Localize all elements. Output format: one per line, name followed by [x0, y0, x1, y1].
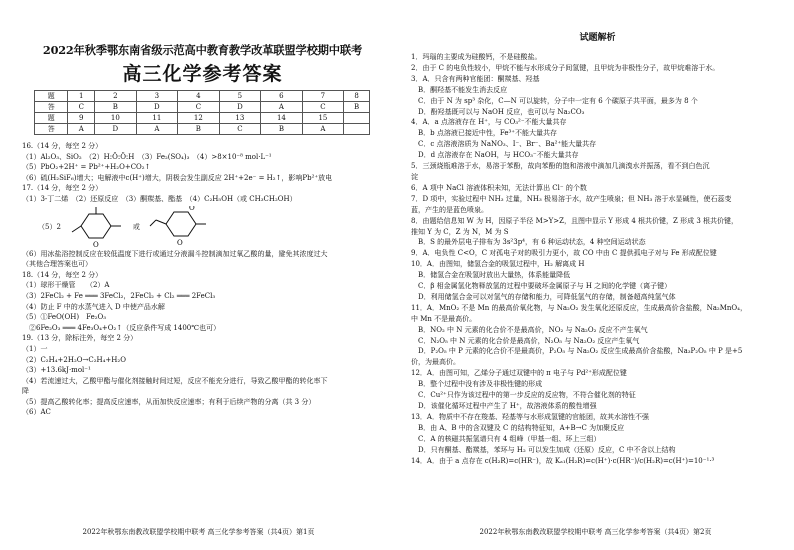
- answer-line: （6）用冰盐浴控制反应在较低温度下进行或通过分液漏斗控制滴加过氧乙酸的量，避免其浓度过大: [22, 249, 328, 258]
- answer-table-cell: C: [178, 102, 220, 113]
- analysis-line: 淀: [411, 172, 418, 181]
- answer-table-row: [35, 91, 370, 102]
- analysis-line: B．储氢合金在吸氢时放出大量热，体系能量降低: [411, 271, 571, 280]
- analysis-line: 7．D 项中，实验过程中 NH₃ 过量，NH₃ 极易溶于水，故产生喷泉；但 NH₃ 溶于水显碱性，使石蕊变: [411, 194, 732, 203]
- answer-line: （6）AC: [22, 408, 51, 417]
- answer-table-row: [35, 113, 370, 124]
- answer-line: （4）若流速过大，乙酸甲酯与催化剂接触时间过短，反应不能充分进行，导致乙酸甲酯的转化率下: [22, 376, 328, 385]
- answer-table-cell: [344, 124, 370, 135]
- answer-table-cell: D: [219, 102, 261, 113]
- analysis-line: 4．A．a 点溶液存在 H⁺，与 CO₃²⁻不能大量共存: [411, 118, 567, 127]
- answer-table-cell: 13: [219, 113, 261, 124]
- answer-table-cell: 5: [219, 91, 261, 102]
- answer-table-cell: 答: [35, 124, 68, 135]
- answer-line: 16.（14 分，每空 2 分）: [22, 142, 103, 150]
- analysis-line: B．b 点溶液已接近中性，Fe³⁺不能大量共存: [411, 129, 557, 138]
- analysis-line: D．d 点溶液存在 NaOH，与 HCO₃⁻不能大量共存: [411, 151, 579, 160]
- answer-table-cell: C: [68, 102, 95, 113]
- analysis-line: C．c 点溶液溶质为 NaNO₃、I⁻、Br⁻、Ba²⁺能大量共存: [411, 140, 597, 149]
- analysis-line: 6．A 项中 NaCl 溶液体积未知，无法计算出 Cl⁻ 的个数: [411, 183, 587, 192]
- section-16-17: [22, 141, 383, 205]
- answer-table-cell: 1: [68, 91, 95, 102]
- analysis-line: 中 Mn 不是最高价。: [411, 314, 477, 323]
- analysis-line: C．N₂O₅ 中 N 元素的化合价是最高价，N₂O₅ 与 Na₂O₂ 反应产生氧气: [411, 336, 640, 345]
- answer-table-cell: 答: [35, 102, 68, 113]
- answer-table-cell: 15: [302, 113, 344, 124]
- answer-table-cell: 题: [35, 91, 68, 102]
- structure-or: 或: [132, 222, 140, 231]
- analysis-line: 5．三颈烧瓶难溶于水，易溶于苯酚，故向苯酚的饱和溶液中滴加几滴溴水并振荡，看不到白色沉: [411, 162, 710, 171]
- answer-line: （1）Al₂O₃、SiO₂ （2）H:Ö:Ö:H （3）Fe₂(SO₄)₃ （4）>8×10⁻⁸ mol·L⁻¹: [22, 152, 272, 161]
- analysis-line: B．酮羟基不能发生消去反应: [411, 85, 508, 94]
- structure-prefix: （5）2: [38, 222, 61, 231]
- answer-table-cell: B: [344, 102, 370, 113]
- answer-line: （5）①FeO(OH) Fe₂O₃: [22, 313, 107, 322]
- svg-text:O: O: [176, 238, 183, 247]
- analysis-line: 3．A．只含有两种官能团：酮羰基、羟基: [411, 74, 540, 83]
- answer-line: （6）硫(H₂SiF₆)增大；电解液中c(H⁺)增大，阴极会发生副反应 2H⁺+2e⁻ = H₂↑，影响Pb²⁺放电: [22, 173, 333, 182]
- analysis-line: B．NO₂ 中 N 元素的化合价不是最高价，NO₂ 与 Na₂O₂ 反应不产生氧气: [411, 325, 648, 334]
- answer-line: （5）PbO₂+2H⁺ = Pb²⁺+H₂O+CO₂↑: [22, 163, 151, 172]
- answer-table-cell: 11: [136, 113, 178, 124]
- analysis-list: [411, 52, 784, 466]
- analysis-line: 10．A．由图知，储氢合金的吸氢过程中，H₂ 解离成 H: [411, 260, 585, 269]
- answer-key-heading: 高三化学参考答案: [122, 63, 283, 85]
- answer-table-cell: C: [219, 124, 261, 135]
- answer-line: （其他合理答案也可）: [22, 260, 92, 269]
- answer-line: （1）球形干燥管 （2）A: [22, 281, 110, 290]
- analysis-line: D．该催化循环过程中产生了 H⁺，故溶液体系的酸性增强: [411, 402, 597, 410]
- answer-table-cell: B: [178, 124, 220, 135]
- analysis-line: 9．A．电负性 C<O，C 对孤电子对的吸引力更小，故 CO 中由 C 提供孤电子对与 Fe 形成配位键: [411, 249, 717, 258]
- answer-table: [34, 90, 370, 135]
- answer-table-cell: 2: [95, 91, 137, 102]
- analysis-line: D．利用储氢合金可以对氢气的存储和能力，可降低氢气的存储，制备超高纯氢气体: [411, 292, 676, 301]
- section-17-19: [22, 249, 383, 419]
- analysis-line: D．酚羟基既可以与 NaOH 反应，也可以与 Na₂CO₃: [411, 107, 585, 116]
- answer-table-cell: A: [136, 124, 178, 135]
- answer-table-cell: B: [95, 102, 137, 113]
- answer-table-cell: D: [136, 102, 178, 113]
- answer-line: （1）一: [22, 344, 48, 353]
- analysis-line: 11．A．MnO₂ 不是 Mn 的最高价氧化物，与 Na₂O₂ 发生氧化还原反应，生成最高价含盐酸，Na₂MnO₄，: [411, 303, 747, 312]
- answer-table-cell: A: [302, 124, 344, 135]
- answer-table-cell: 7: [302, 91, 344, 102]
- answer-table-cell: 14: [261, 113, 303, 124]
- answer-table-row: [35, 124, 370, 135]
- analysis-heading: 试题解析: [579, 33, 616, 43]
- analysis-line: D．只有酮基、酯羰基，苯环与 H₂ 可以发生加成（还原）反应，C 中不含以上结构: [411, 445, 676, 454]
- answer-table-cell: 题: [35, 113, 68, 124]
- answer-line: 18.（14 分，每空 2 分）: [22, 270, 103, 279]
- structure-answer: [32, 205, 383, 249]
- analysis-line: B．S 的最外层电子排布为 3s²3p⁴，有 6 种运动状态，4 种空间运动状态: [411, 238, 646, 247]
- analysis-page-2: [397, 0, 794, 550]
- answer-line: 19.（13 分，除标注外，每空 2 分）: [22, 334, 138, 343]
- footer-page-2: 2022年秋鄂东南教改联盟学校期中联考 高三化学参考答案（共4页）第2页: [479, 528, 712, 536]
- answer-table-row: [35, 102, 370, 113]
- analysis-line: 1．玛瑙的主要成为硅酸钙，不是硅酸盐。: [411, 53, 542, 61]
- analysis-line: 8．由题给信息知 W 为 H，因原子半径 M>Y>Z，且图中显示 Y 形成 4 根共价键，Z 形成 3 根共价键，: [411, 216, 739, 225]
- footer-page-1: 2022年秋鄂东南教改联盟学校期中联考 高三化学参考答案（共4页）第1页: [82, 528, 315, 536]
- answer-table-cell: 4: [178, 91, 220, 102]
- answer-table-cell: 8: [344, 91, 370, 102]
- answer-line: （2）C₂H₄+2H₂O→C₂H₄+H₂O: [22, 355, 126, 364]
- answer-line: （4）防止 F 中的水蒸气进入 D 中使产品水解: [22, 302, 165, 311]
- analysis-line: C．β 相金属氢化物释放氢的过程中要破坏金属原子与 H 之间的化学键（离子键）: [411, 282, 672, 291]
- answer-line: （1）3-丁二烯 （2）还原反应 （3）酮羰基、酯基 （4）C₂H₅OH（或 CH₃CH₂OH）: [22, 194, 297, 203]
- answer-line: （3）2FeCl₂ + Fe ═══ 3FeCl₂，2FeCl₂ + Cl₂ ═══ 2FeCl₃: [22, 291, 216, 300]
- analysis-line: C．A 的核磁共振氢谱只有 4 组峰（甲基一组、环上三组）: [411, 434, 601, 443]
- exam-title: 2022年秋季鄂东南省级示范高中教育教学改革联盟学校期中联考: [42, 43, 363, 57]
- analysis-line: 14．A．由于 a 点存在 c(H₂R)=c(HR⁻)，故 Kₐ₁(H₂R)=c(H⁺)·c(HR⁻)/c(H₂R)=c(H⁺)=10⁻¹·³: [411, 456, 715, 465]
- answer-table-cell: 3: [136, 91, 178, 102]
- answer-table-cell: C: [302, 102, 344, 113]
- answer-table-cell: B: [261, 124, 303, 135]
- answer-line: （3）+13.6kJ·mol⁻¹: [22, 366, 91, 375]
- answer-table-cell: 10: [95, 113, 137, 124]
- answer-table-cell: A: [261, 102, 303, 113]
- analysis-line: 价，为最高价。: [411, 358, 460, 367]
- analysis-line: 推知 Y 为 C，Z 为 N，M 为 S: [411, 227, 509, 236]
- pyranone-structure-icon: [146, 206, 216, 248]
- cyclohexanone-structure-icon: [67, 206, 127, 248]
- svg-text:O: O: [188, 205, 195, 212]
- analysis-line: 2．由于 C 的电负性较小，甲烷不能与水形成分子间氢键，且甲烷为非极性分子，故甲烷难溶于水。: [411, 63, 720, 72]
- analysis-line: D．P₂O₅ 中 P 元素的化合价不是最高价，P₂O₅ 与 Na₂O₂ 反应生成最高价含盐酸，Na₃P₂O₅ 中 P 是+5: [411, 347, 743, 356]
- analysis-line: 12．A．由图可知，乙烯分子通过双键中的 π 电子与 Pd²⁺形成配位键: [411, 369, 627, 378]
- answer-line: （5）提高乙酸转化率；提高反应速率，从而加快反应速率；有利于后续产物的分离（共 3 分）: [22, 397, 316, 406]
- analysis-line: B．由 A、B 中的含双键及 C 的结构特征知，A+B→C 为加聚反应: [411, 423, 625, 432]
- analysis-line: C．由于 N 为 sp³ 杂化，C—N 可以旋转，分子中一定有 6 个碳原子共平面，最多为 8 个: [411, 96, 698, 105]
- analysis-line: 13．A．物质中不存在羧基、羟基等与水形成氢键的官能团，故其水溶性不强: [411, 412, 649, 421]
- answer-table-cell: [344, 113, 370, 124]
- answer-line: ②6Fe₂O₃ ═══ 4Fe₃O₄+O₂↑（反应条件写成 1400℃也可）: [22, 323, 221, 332]
- analysis-line: B．整个过程中没有涉及非极性键的形成: [411, 380, 543, 389]
- svg-text:O: O: [92, 240, 99, 248]
- answer-table-cell: 6: [261, 91, 303, 102]
- answer-table-cell: 12: [178, 113, 220, 124]
- answer-line: 17.（14 分，每空 2 分）: [22, 184, 103, 193]
- answer-table-cell: D: [95, 124, 137, 135]
- answer-line: 降: [22, 387, 29, 396]
- answer-table-cell: 9: [68, 113, 95, 124]
- analysis-line: C．Cu²⁺只作为该过程中的第一步反应的反应物，不符合催化剂的特征: [411, 391, 636, 400]
- answer-table-cell: A: [68, 124, 95, 135]
- analysis-line: 蓝，产生的是蓝色喷泉。: [411, 205, 488, 214]
